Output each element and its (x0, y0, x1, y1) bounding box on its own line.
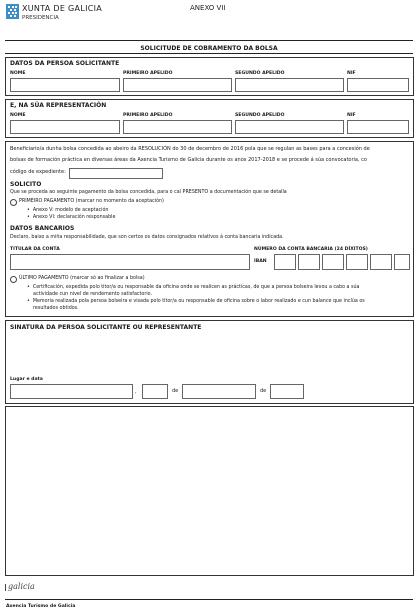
month-field[interactable] (182, 384, 256, 399)
applicant-surname2-label: SEGUNDO APELIDO (235, 71, 285, 76)
bank-title: DATOS BANCARIOS (10, 225, 75, 232)
account-digits-field[interactable] (322, 254, 344, 270)
signature-section (5, 320, 414, 404)
account-digits-field[interactable] (370, 254, 392, 270)
request-section (5, 141, 414, 317)
place-field[interactable] (10, 384, 133, 399)
comma-separator: , (135, 389, 137, 395)
rep-nif-label: NIF (347, 113, 356, 118)
option1-item: • Anexo V: modelo de aceptación (27, 208, 108, 213)
document-title: SOLICITUDE DE COBRAMENTO DA BOLSA (140, 45, 278, 52)
de-separator-1: de (172, 388, 179, 394)
agency-name: Axencia Turismo de Galicia (6, 604, 76, 609)
option2-item-cont: actividade cun nivel de rendemento satisfactorio. (33, 292, 153, 297)
first-payment-radio[interactable] (10, 199, 17, 206)
footer-rule (5, 599, 413, 600)
applicant-nif-field[interactable] (347, 78, 409, 92)
applicant-surname1-field[interactable] (123, 78, 232, 92)
applicant-title: DATOS DA PERSOA SOLICITANTE (10, 60, 120, 67)
iban-label: IBAN (254, 259, 267, 264)
annex-label: ANEXO VII (190, 4, 226, 12)
last-payment-radio[interactable] (10, 276, 17, 283)
intro-line-2: bolsas de formación práctica en diversas áreas da Axencia Turismo de Galicia durante os anos 2017-2018 e se procede á súa convocatoria, co (10, 157, 367, 163)
year-field[interactable] (270, 384, 304, 399)
applicant-section (5, 57, 414, 96)
holder-field[interactable] (10, 254, 250, 270)
org-name: XUNTA DE GALICIA (22, 4, 103, 13)
intro-line-3: código de expediente: (10, 169, 66, 175)
representative-section (5, 99, 414, 138)
option2-item-cont: resultados obtidos. (33, 306, 79, 311)
place-date-label: Lugar e data (10, 377, 43, 382)
applicant-surname2-field[interactable] (235, 78, 344, 92)
de-separator-2: de (260, 388, 267, 394)
applicant-surname1-label: PRIMEIRO APELIDO (123, 71, 173, 76)
last-payment-label: ÚLTIMO PAGAMENTO (marcar só ao finalizar a bolsa) (19, 276, 145, 281)
option1-item: • Anexo VI: declaración responsable (27, 215, 115, 220)
galicia-logo: galicia (8, 582, 35, 591)
file-code-field[interactable] (69, 168, 163, 179)
signature-area[interactable] (5, 406, 414, 576)
dept-name: PRESIDENCIA (22, 15, 59, 21)
first-payment-label: PRIMEIRO PAGAMENTO (marcar no momento da aceptación) (19, 199, 164, 204)
xunta-logo-icon (6, 4, 19, 19)
account-digits-field[interactable] (274, 254, 296, 270)
account-digits-field[interactable] (394, 254, 410, 270)
representative-title: E, NA SÚA REPRESENTACIÓN (10, 102, 107, 109)
rep-surname1-label: PRIMEIRO APELIDO (123, 113, 173, 118)
option2-item: • Memoria realizada pola persoa bolseira e visada polo titor/a ou responsable de oficina sobre o labor realizado e cun balance que inclúa os (27, 299, 365, 304)
rep-name-field[interactable] (10, 120, 120, 134)
rep-surname2-field[interactable] (235, 120, 344, 134)
rep-nif-field[interactable] (347, 120, 409, 134)
rep-surname1-field[interactable] (123, 120, 232, 134)
holder-label: TITULAR DA CONTA (10, 247, 60, 252)
applicant-name-field[interactable] (10, 78, 120, 92)
signature-title: SINATURA DA PERSOA SOLICITANTE OU REPRESENTANTE (10, 324, 202, 331)
title-rule-bottom (5, 53, 413, 54)
solicito-text: Que se proceda ao seguinte pagamento da bolsa concedida, para o cal PRESENTO a documentación que se detalla (10, 190, 287, 195)
solicito-title: SOLICITO (10, 181, 42, 188)
option2-item: • Certificación, expedida polo titor/a ou responsable da oficina onde se realicen as prácticas, de que a persoa bolseira levou a cabo a súa (27, 285, 359, 290)
rep-name-label: NOME (10, 113, 26, 118)
intro-line-1: Beneficiario/a dunha bolsa concedida ao abeiro da RESOLUCIÓN do 30 de decembro de 2016 pola que se regulan as bases para a concesión de (10, 146, 370, 152)
account-label: NÚMERO DA CONTA BANCARIA (24 DÍXITOS) (254, 247, 368, 252)
account-digits-field[interactable] (298, 254, 320, 270)
applicant-nif-label: NIF (347, 71, 356, 76)
day-field[interactable] (142, 384, 168, 399)
bank-text: Declaro, baixo a miña responsabilidade, que son certos os datos consignados relativos á conta bancaria indicada. (10, 235, 284, 240)
title-rule-top (5, 40, 413, 41)
applicant-name-label: NOME (10, 71, 26, 76)
rep-surname2-label: SEGUNDO APELIDO (235, 113, 285, 118)
account-digits-field[interactable] (346, 254, 368, 270)
